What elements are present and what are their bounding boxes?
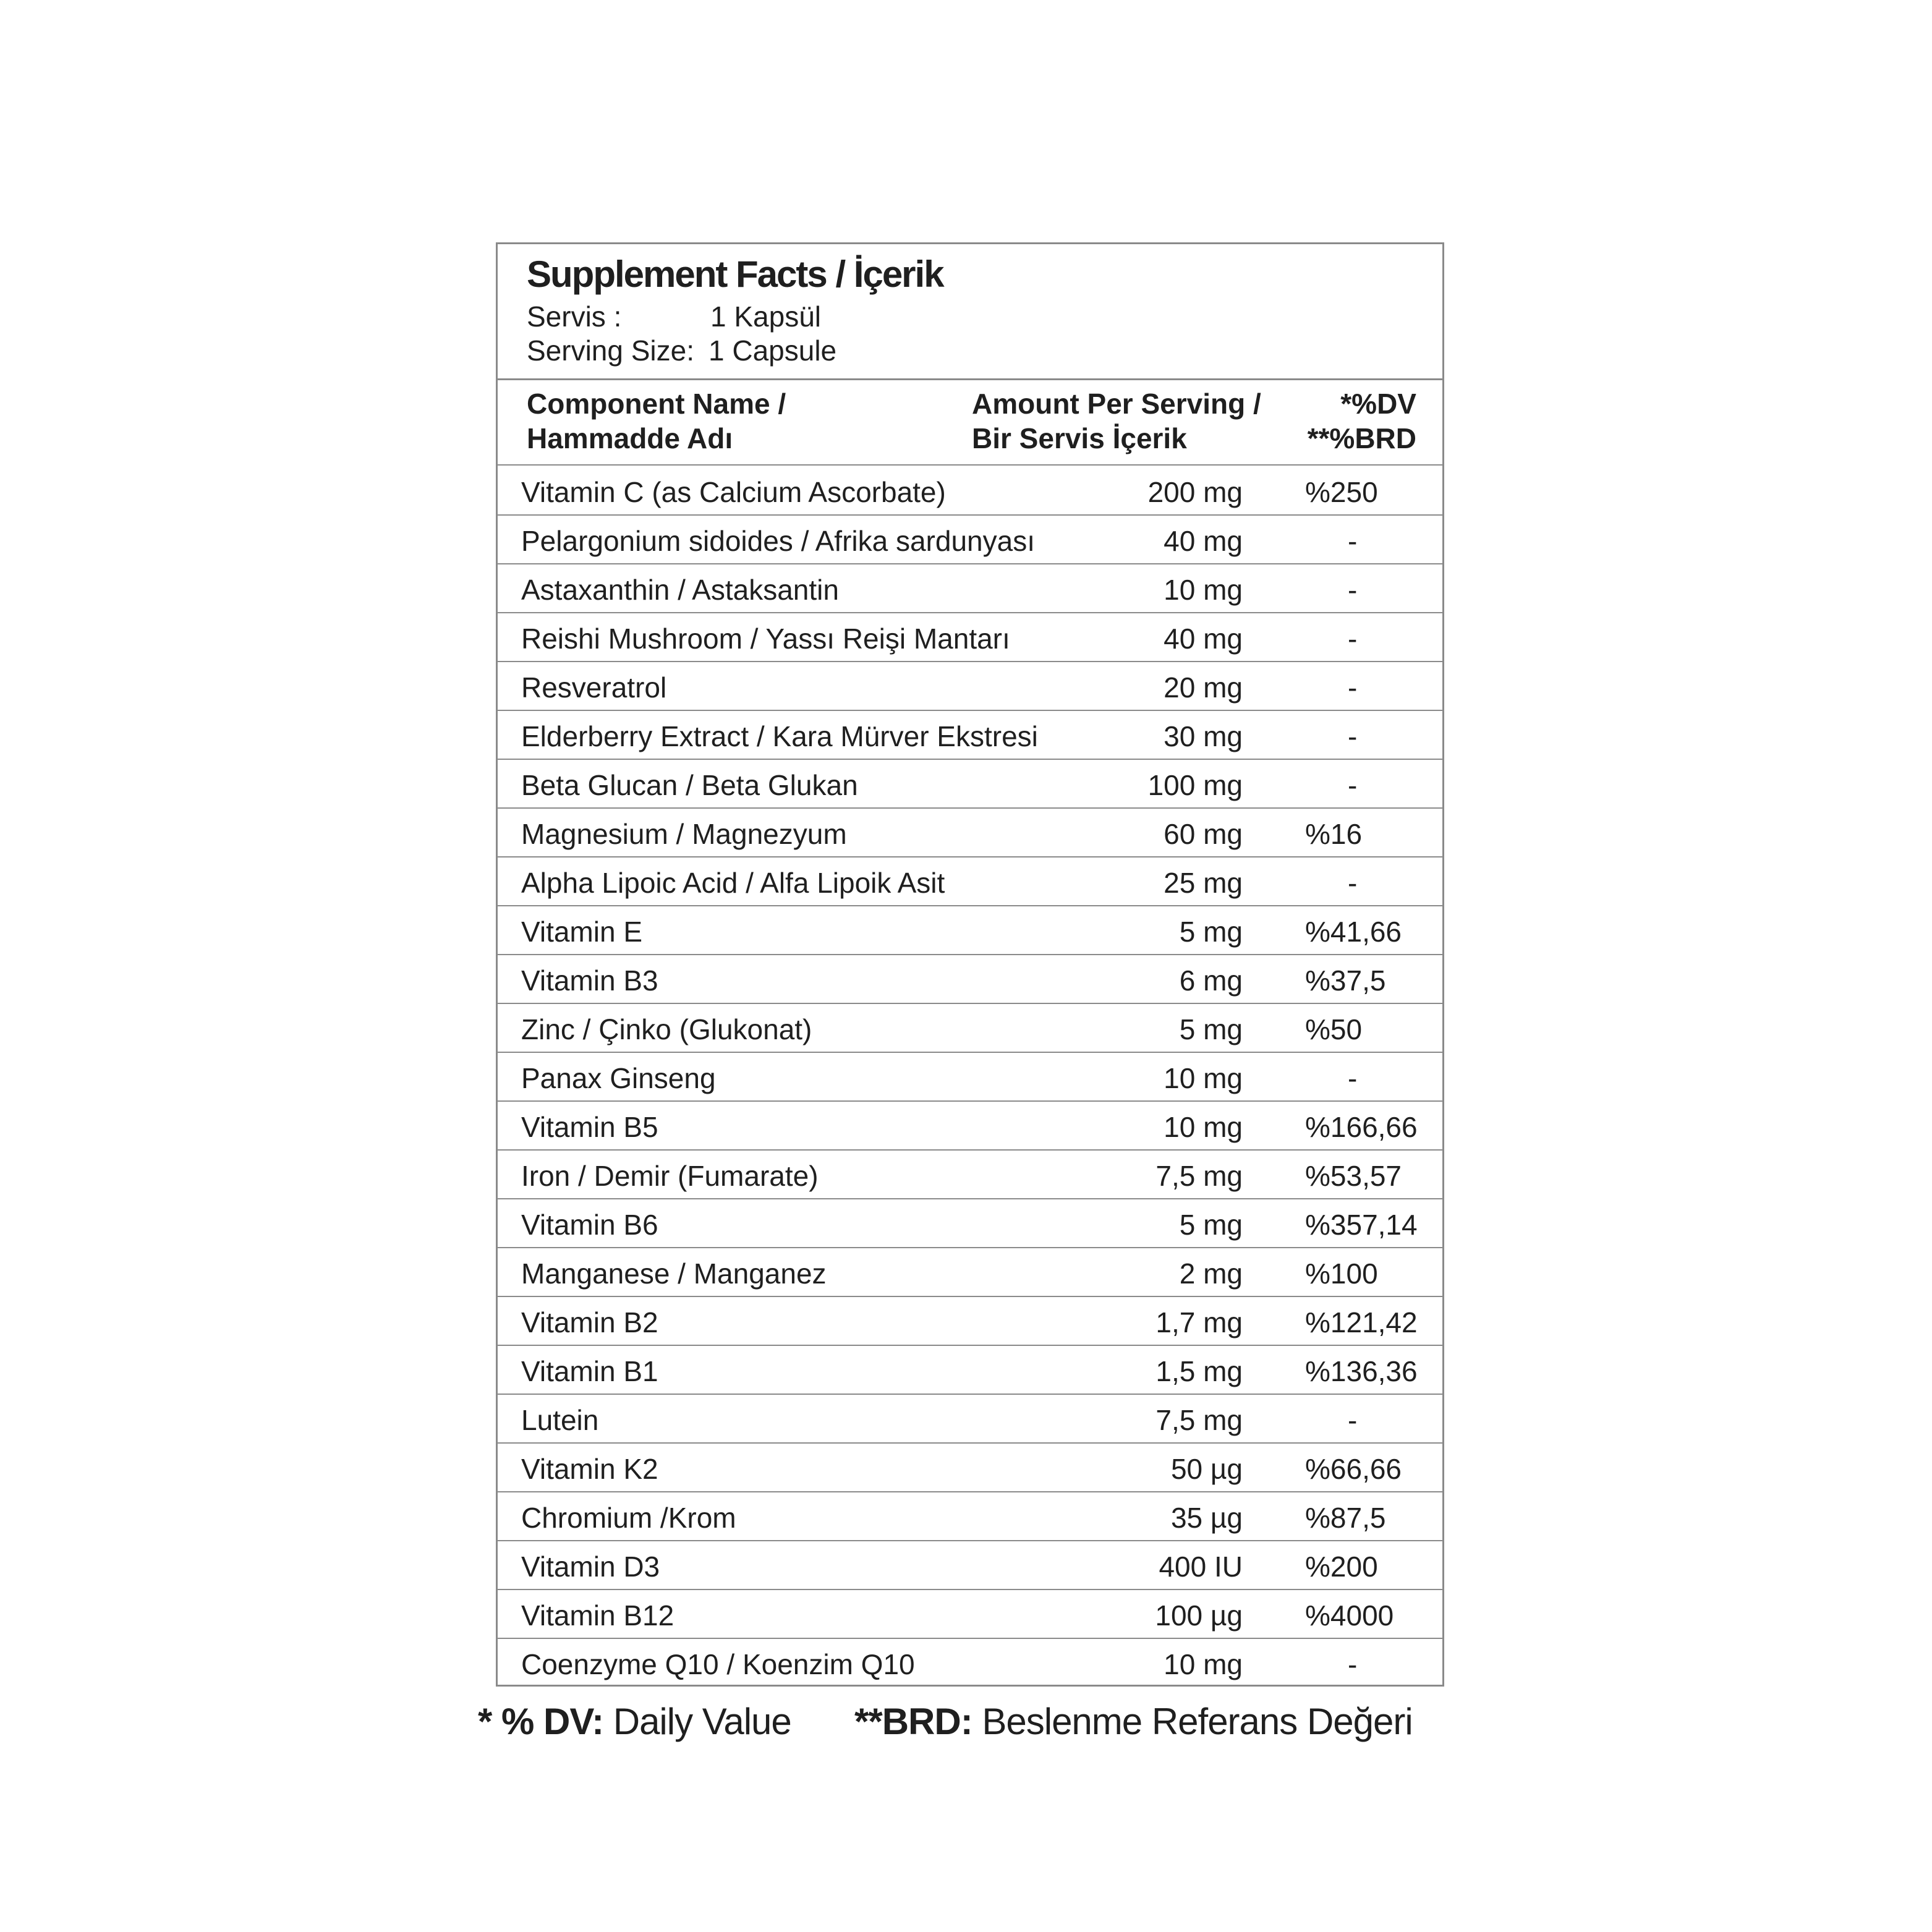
daily-value-percent: %16 xyxy=(1305,818,1363,850)
daily-value-percent: %41,66 xyxy=(1305,916,1402,948)
amount-per-serving: 200 mg xyxy=(1147,476,1243,508)
amount-per-serving: 10 mg xyxy=(1164,574,1243,606)
header-divider xyxy=(498,378,1442,380)
daily-value-percent: - xyxy=(1348,1062,1358,1094)
amount-per-serving: 10 mg xyxy=(1164,1062,1243,1094)
amount-per-serving: 1,5 mg xyxy=(1155,1355,1243,1387)
table-row xyxy=(498,1003,1442,1052)
amount-per-serving: 400 IU xyxy=(1159,1551,1243,1583)
component-name: Vitamin B1 xyxy=(521,1355,658,1387)
amount-per-serving: 30 mg xyxy=(1164,720,1243,752)
daily-value-percent: %121,42 xyxy=(1305,1306,1418,1338)
column-header-amount-line2: Bir Servis İçerik xyxy=(972,422,1187,454)
component-name: Vitamin B5 xyxy=(521,1111,658,1143)
table-row xyxy=(498,1540,1442,1589)
amount-per-serving: 40 mg xyxy=(1164,525,1243,557)
column-header-name-line2: Hammadde Adı xyxy=(527,422,733,454)
amount-per-serving: 60 mg xyxy=(1164,818,1243,850)
table-row xyxy=(498,563,1442,612)
amount-per-serving: 7,5 mg xyxy=(1155,1160,1243,1192)
component-name: Vitamin D3 xyxy=(521,1551,660,1583)
table-row xyxy=(498,1296,1442,1345)
amount-per-serving: 6 mg xyxy=(1179,964,1243,997)
table-row xyxy=(498,954,1442,1003)
daily-value-percent: %100 xyxy=(1305,1258,1378,1290)
supplement-facts-panel xyxy=(496,242,1444,1687)
amount-per-serving: 35 µg xyxy=(1170,1502,1243,1534)
column-header-dv-line1: *%DV xyxy=(1340,388,1416,420)
daily-value-percent: - xyxy=(1348,720,1358,752)
table-row xyxy=(498,466,1442,514)
component-name: Lutein xyxy=(521,1404,599,1436)
component-name: Vitamin K2 xyxy=(521,1453,658,1485)
daily-value-percent: %37,5 xyxy=(1305,964,1386,997)
daily-value-percent: - xyxy=(1348,1648,1358,1680)
component-name: Chromium /Krom xyxy=(521,1502,736,1534)
component-name: Magnesium / Magnezyum xyxy=(521,818,847,850)
footnote-brd-label: **BRD: xyxy=(854,1701,972,1742)
daily-value-percent: %357,14 xyxy=(1305,1209,1418,1241)
column-header-dv-line2: **%BRD xyxy=(1307,422,1416,454)
amount-per-serving: 100 µg xyxy=(1155,1599,1243,1632)
component-name: Alpha Lipoic Acid / Alfa Lipoik Asit xyxy=(521,867,945,899)
amount-per-serving: 100 mg xyxy=(1147,769,1243,801)
table-row xyxy=(498,1491,1442,1540)
daily-value-percent: %50 xyxy=(1305,1013,1363,1045)
component-name: Beta Glucan / Beta Glukan xyxy=(521,769,858,801)
component-name: Vitamin B12 xyxy=(521,1599,674,1632)
daily-value-percent: %136,36 xyxy=(1305,1355,1418,1387)
table-row xyxy=(498,1638,1442,1687)
daily-value-percent: - xyxy=(1348,623,1358,655)
panel-title: Supplement Facts / İçerik xyxy=(527,253,943,295)
table-row xyxy=(498,1345,1442,1394)
amount-per-serving: 1,7 mg xyxy=(1155,1306,1243,1338)
component-name: Elderberry Extract / Kara Mürver Ekstresi xyxy=(521,720,1038,752)
table-row xyxy=(498,661,1442,710)
table-row xyxy=(498,710,1442,759)
component-name: Pelargonium sidoides / Afrika sardunyası xyxy=(521,525,1035,557)
component-name: Vitamin B6 xyxy=(521,1209,658,1241)
daily-value-percent: - xyxy=(1348,1404,1358,1436)
component-name: Coenzyme Q10 / Koenzim Q10 xyxy=(521,1648,915,1680)
amount-per-serving: 50 µg xyxy=(1170,1453,1243,1485)
daily-value-percent: %250 xyxy=(1305,476,1378,508)
serving-size-label: Serving Size: xyxy=(527,334,695,367)
daily-value-percent: - xyxy=(1348,671,1358,704)
serving-size-value: 1 Capsule xyxy=(709,334,837,367)
amount-per-serving: 5 mg xyxy=(1179,1209,1243,1241)
table-row xyxy=(498,856,1442,905)
table-row xyxy=(498,1589,1442,1638)
amount-per-serving: 20 mg xyxy=(1164,671,1243,704)
amount-per-serving: 5 mg xyxy=(1179,916,1243,948)
table-row xyxy=(498,1100,1442,1149)
daily-value-percent: %200 xyxy=(1305,1551,1378,1583)
column-header-amount-line1: Amount Per Serving / xyxy=(972,388,1261,420)
servis-label: Servis : xyxy=(527,300,622,333)
column-header-dv xyxy=(1308,386,1416,456)
component-name: Vitamin B2 xyxy=(521,1306,658,1338)
daily-value-percent: %87,5 xyxy=(1305,1502,1386,1534)
table-row xyxy=(498,1442,1442,1491)
footnote-dv-label: * % DV: xyxy=(478,1701,604,1742)
daily-value-percent: %4000 xyxy=(1305,1599,1394,1632)
daily-value-percent: - xyxy=(1348,867,1358,899)
footnote-brd-text: Beslenme Referans Değeri xyxy=(982,1701,1413,1742)
daily-value-percent: - xyxy=(1348,574,1358,606)
table-row xyxy=(498,1149,1442,1198)
amount-per-serving: 10 mg xyxy=(1164,1648,1243,1680)
amount-per-serving: 10 mg xyxy=(1164,1111,1243,1143)
table-row xyxy=(498,1198,1442,1247)
component-name: Vitamin C (as Calcium Ascorbate) xyxy=(521,476,946,508)
servis-value: 1 Kapsül xyxy=(710,300,822,333)
daily-value-percent: %166,66 xyxy=(1305,1111,1418,1143)
column-header-name-line1: Component Name / xyxy=(527,388,786,420)
footnote-dv xyxy=(478,1700,791,1743)
daily-value-percent: %53,57 xyxy=(1305,1160,1402,1192)
component-name: Reishi Mushroom / Yassı Reişi Mantarı xyxy=(521,623,1010,655)
column-header-name xyxy=(527,386,786,456)
amount-per-serving: 25 mg xyxy=(1164,867,1243,899)
component-name: Iron / Demir (Fumarate) xyxy=(521,1160,819,1192)
table-row xyxy=(498,905,1442,954)
daily-value-percent: %66,66 xyxy=(1305,1453,1402,1485)
component-name: Panax Ginseng xyxy=(521,1062,716,1094)
amount-per-serving: 5 mg xyxy=(1179,1013,1243,1045)
component-name: Vitamin E xyxy=(521,916,643,948)
amount-per-serving: 2 mg xyxy=(1179,1258,1243,1290)
table-row xyxy=(498,1394,1442,1442)
table-row xyxy=(498,612,1442,661)
component-name: Vitamin B3 xyxy=(521,964,658,997)
component-name: Astaxanthin / Astaksantin xyxy=(521,574,839,606)
component-name: Manganese / Manganez xyxy=(521,1258,827,1290)
column-header-amount xyxy=(972,386,1261,456)
footnote-dv-text: Daily Value xyxy=(613,1701,791,1742)
table-row xyxy=(498,759,1442,807)
table-row xyxy=(498,807,1442,856)
table-row xyxy=(498,1052,1442,1100)
footnote-brd xyxy=(854,1700,1413,1743)
daily-value-percent: - xyxy=(1348,769,1358,801)
amount-per-serving: 40 mg xyxy=(1164,623,1243,655)
table-row xyxy=(498,514,1442,563)
component-name: Zinc / Çinko (Glukonat) xyxy=(521,1013,812,1045)
component-name: Resveratrol xyxy=(521,671,667,704)
amount-per-serving: 7,5 mg xyxy=(1155,1404,1243,1436)
table-row xyxy=(498,1247,1442,1296)
daily-value-percent: - xyxy=(1348,525,1358,557)
